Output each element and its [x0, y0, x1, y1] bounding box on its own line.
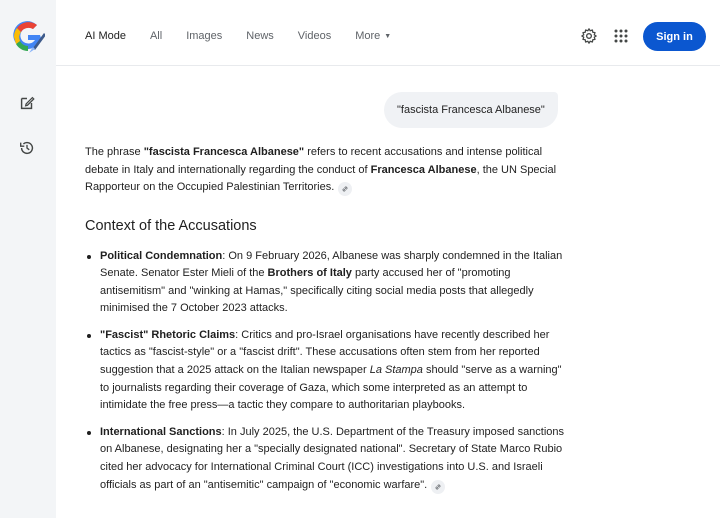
gear-icon[interactable] [580, 27, 598, 45]
search-tabs [85, 30, 415, 43]
tab-videos[interactable]: Videos [297, 30, 332, 42]
item-heading: Political Condemnation [100, 249, 223, 262]
list-item [85, 248, 570, 318]
tab-more-label: More [355, 30, 381, 42]
answer-intro [85, 144, 570, 197]
item-text: party accused her of "promoting antisemitism" and "winking at Hamas," specifically citing social media posts that allegedly minimised the 7 October 2023 attacks. [100, 267, 534, 315]
sidebar [0, 0, 56, 518]
user-query-bubble: "fascista Francesca Albanese" [384, 92, 558, 128]
item-text: : In July 2025, the U.S. Department of the Treasury imposed sanctions on Albanese, designating her a "specially designated national". Secretary of State Marco Rubio cited her advocacy for International Criminal Court (ICC) investigations into U.S. and Israeli officials as part of an "antisemitic" campaign of "economic warfare". [100, 425, 565, 491]
item-text: : Critics and pro-Israel organisations have recently described her tactics as "fascist-style" or a "fascist drift". These accusations often stem from her reported suggestion that a 2025 attack on the Italian newspaper [100, 328, 550, 377]
intro-text: , the UN Special Rapporteur on the Occupied Palestinian Territories. [85, 163, 557, 193]
tab-news[interactable]: News [246, 30, 274, 42]
tab-ai-mode[interactable]: AI Mode [85, 30, 126, 42]
caret-down-icon: ▼ [384, 33, 392, 40]
google-g-logo[interactable] [11, 20, 45, 54]
intro-bold-name: Francesca Albanese [370, 163, 477, 176]
apps-grid-icon[interactable] [613, 28, 629, 44]
section-title: Context of the Accusations [85, 217, 257, 234]
intro-text: refers to recent accusations and intense political debate in Italy and internationally regarding the conduct of [85, 146, 543, 176]
item-text: should "serve as a warning" to journalists regarding their coverage of Gaza, which some interpreted as an attempt to intimidate the free press—a tactic they compare to authoritarian playbooks. [100, 364, 562, 412]
new-chat-icon[interactable] [17, 93, 37, 113]
list-item [85, 327, 570, 415]
item-heading: "Fascist" Rhetoric Claims [100, 328, 236, 341]
item-text: : On 9 February 2026, Albanese was sharply condemned in the Italian Senate. Senator Ester Mieli of the [100, 249, 563, 280]
tab-images[interactable]: Images [186, 30, 223, 42]
source-link-icon[interactable] [431, 480, 445, 494]
list-item [85, 424, 570, 494]
tab-all[interactable]: All [149, 30, 163, 42]
tab-more[interactable] [355, 30, 391, 43]
history-icon[interactable] [17, 138, 37, 158]
accusations-list [85, 248, 570, 495]
ai-answer [85, 144, 570, 503]
intro-text: The phrase [85, 146, 144, 158]
source-link-icon[interactable] [338, 182, 352, 196]
top-bar [56, 0, 720, 66]
item-italic: La Stampa [369, 364, 423, 377]
item-bold: Brothers of Italy [267, 267, 352, 280]
sign-in-button[interactable]: Sign in [643, 22, 706, 51]
item-heading: International Sanctions [100, 425, 222, 438]
intro-bold-phrase: "fascista Francesca Albanese" [143, 146, 305, 158]
